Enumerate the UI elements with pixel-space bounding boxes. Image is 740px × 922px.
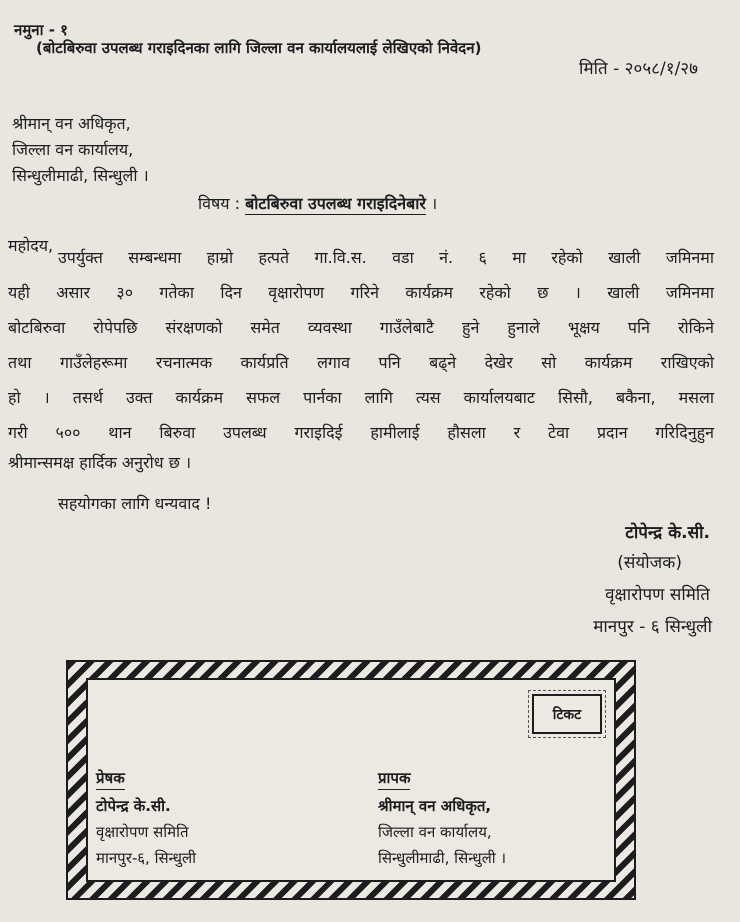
recipient-line-1: श्रीमान् वन अधिकृत, — [12, 114, 131, 133]
body-line-4: तथा गाउँलेहरूमा रचनात्मक कार्यप्रति लगाव पनि बढ्ने देखेर सो कार्यक्रम राखिएको — [8, 353, 714, 372]
sender-name: टोपेन्द्र के.सी. — [96, 797, 171, 815]
subject-label: विषय : — [198, 194, 241, 213]
receiver-heading: प्रापक — [378, 768, 410, 790]
subject-line — [198, 192, 437, 214]
signature-address: मानपुर - ६ सिन्धुली — [593, 617, 712, 637]
salutation: महोदय, — [8, 236, 54, 255]
signature-role: (संयोजक) — [617, 553, 682, 573]
subject-text: बोटबिरुवा उपलब्ध गराइदिनेबारे — [245, 194, 426, 213]
stamp-box: टिकट — [532, 694, 602, 734]
envelope-illustration — [66, 660, 636, 900]
receiver-name: श्रीमान् वन अधिकृत, — [378, 797, 492, 815]
sender-address: मानपुर-६, सिन्धुली — [96, 849, 197, 867]
body-line-1: उपर्युक्त सम्बन्धमा हाम्रो हत्पते गा.वि.स. वडा नं. ६ मा रहेको खाली जमिनमा — [58, 248, 714, 267]
receiver-address: सिन्धुलीमाढी, सिन्धुली । — [378, 849, 507, 867]
signature-committee: वृक्षारोपण समिति — [605, 585, 710, 605]
signature-name: टोपेन्द्र के.सी. — [625, 523, 710, 543]
subject-end: । — [431, 194, 438, 213]
recipient-line-3: सिन्धुलीमाढी, सिन्धुली । — [12, 166, 149, 185]
body-line-6: गरी ५०० थान बिरुवा उपलब्ध गराइदिई हामीलाई हौसला र टेवा प्रदान गरिदिनुहुन — [8, 423, 714, 442]
sender-org: वृक्षारोपण समिति — [96, 823, 189, 841]
receiver-office: जिल्ला वन कार्यालय, — [378, 823, 492, 841]
body-line-3: बोटबिरुवा रोपेपछि संरक्षणको समेत व्यवस्था गाउँलेबाटै हुने हुनाले भूक्षय पनि रोकिने — [8, 318, 714, 337]
envelope-face — [86, 678, 616, 882]
letter-date: मिति - २०५८/१/२७ — [579, 59, 698, 79]
sample-label: नमुना - १ — [14, 21, 68, 39]
body-line-5: हो । तसर्थ उक्त कार्यक्रम सफल पार्नका लागि त्यस कार्यालयबाट सिसौ, बकैना, मसला — [8, 388, 714, 407]
body-line-2: यही असार ३० गतेका दिन वृक्षारोपण गरिने कार्यक्रम रहेको छ । खाली जमिनमा — [8, 283, 714, 302]
sender-heading: प्रेषक — [96, 768, 125, 790]
body-line-7: श्रीमान्समक्ष हार्दिक अनुरोध छ । — [8, 453, 192, 472]
recipient-line-2: जिल्ला वन कार्यालय, — [12, 140, 134, 159]
closing-thanks: सहयोगका लागि धन्यवाद ! — [58, 494, 212, 513]
letter-title: (बोटबिरुवा उपलब्ध गराइदिनका लागि जिल्ला वन कार्यालयलाई लेखिएको निवेदन) — [36, 39, 482, 57]
